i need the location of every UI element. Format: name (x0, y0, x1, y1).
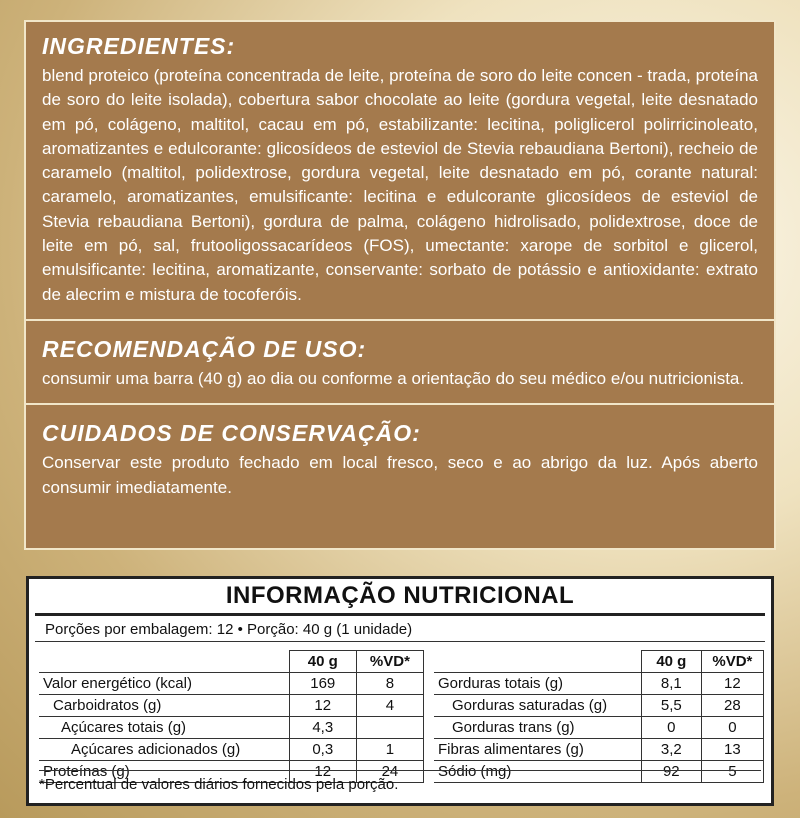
amount-header: 40 g (289, 651, 356, 673)
storage-title: CUIDADOS DE CONSERVAÇÃO: (42, 420, 421, 447)
table-row (434, 695, 764, 717)
nutrient-dv: 4 (356, 695, 423, 717)
nutrient-dv: 12 (701, 673, 763, 695)
table-row (434, 673, 764, 695)
portions-info: Porções por embalagem: 12 • Porção: 40 g (1 unidade) (35, 616, 765, 642)
nutrient-dv: 13 (701, 739, 763, 761)
table-row (39, 673, 424, 695)
table-row (39, 695, 424, 717)
nutrient-amount: 12 (289, 695, 356, 717)
nutrition-facts-table (26, 576, 774, 806)
nutrient-amount: 8,1 (641, 673, 701, 695)
nutrient-dv: 1 (356, 739, 423, 761)
nutrient-amount: 169 (289, 673, 356, 695)
nutrient-dv (356, 717, 423, 739)
table-row (39, 739, 424, 761)
dv-header: %VD* (701, 651, 763, 673)
nutrient-label: Proteínas (g) (39, 761, 289, 783)
storage-text: Conservar este produto fechado em local fresco, seco e ao abrigo da luz. Após aberto consumir imediatamente. (42, 453, 758, 497)
nutrient-label: Gorduras trans (g) (434, 717, 641, 739)
ingredients-text: blend proteico (proteína concentrada de leite, proteína de soro do leite concen - trada, proteína de soro do leite isolada), cobertura sabor chocolate ao leite (gordura vegetal, leite desnatado em pó, colágeno, maltitol, cacau em pó, estabilizante: lecitina, poliglicerol polirricinoleato, aromatizantes e edulcorante: glicosídeos de esteviol de Stevia rebaudiana Bertoni), recheio de caramelo (maltitol, polidextrose, gordura vegetal, leite desnatado em pó, corante natural: caramelo, aromatizantes, emulsificante: lecitina e edulcorante glicosídeos de esteviol de Stevia rebaudiana Bertoni), gordura de palma, colágeno hidrolisado, polidextrose, doce de leite em pó, sal, frutooligossacarídeos (FOS), umectante: xarope de sorbitol e glicerol, emulsificante: lecitina, aromatizante, conservante: sorbato de potássio e antioxidante: extrato de alecrim e mistura de tocoferóis. (42, 66, 758, 304)
divider (26, 319, 774, 321)
usage-title: RECOMENDAÇÃO DE USO: (42, 335, 367, 362)
table-row (39, 717, 424, 739)
nutrient-label: Gorduras totais (g) (434, 673, 641, 695)
nutrient-amount: 12 (289, 761, 356, 783)
table-row (434, 717, 764, 739)
nutrient-dv: 0 (701, 717, 763, 739)
nutrient-amount: 0,3 (289, 739, 356, 761)
nutrient-label: Valor energético (kcal) (39, 673, 289, 695)
nutrient-label: Carboidratos (g) (39, 695, 289, 717)
divider (26, 403, 774, 405)
nutrient-amount: 0 (641, 717, 701, 739)
footnote: *Percentual de valores diários fornecidos pela porção. (39, 770, 761, 795)
nutrient-label: Fibras alimentares (g) (434, 739, 641, 761)
ingredients-title: INGREDIENTES: (42, 33, 236, 59)
nutrient-amount: 4,3 (289, 717, 356, 739)
table-header-row (434, 651, 764, 673)
product-info-panel (24, 20, 776, 550)
nutrient-dv: 8 (356, 673, 423, 695)
nutrition-right-table (434, 650, 764, 783)
nutrient-label: Gorduras saturadas (g) (434, 695, 641, 717)
nutrient-label: Sódio (mg) (434, 761, 641, 783)
nutrient-dv: 5 (701, 761, 763, 783)
nutrition-title: INFORMAÇÃO NUTRICIONAL (35, 579, 765, 616)
amount-header: 40 g (641, 651, 701, 673)
nutrition-left-table (39, 650, 424, 783)
usage-text: consumir uma barra (40 g) ao dia ou conforme a orientação do seu médico e/ou nutricionista. (42, 368, 745, 388)
nutrient-label: Açúcares adicionados (g) (39, 739, 289, 761)
nutrient-dv: 24 (356, 761, 423, 783)
table-row (434, 739, 764, 761)
nutrient-amount: 5,5 (641, 695, 701, 717)
dv-header: %VD* (356, 651, 423, 673)
table-header-row (39, 651, 424, 673)
nutrient-label: Açúcares totais (g) (39, 717, 289, 739)
nutrient-amount: 92 (641, 761, 701, 783)
nutrient-dv: 28 (701, 695, 763, 717)
nutrient-amount: 3,2 (641, 739, 701, 761)
